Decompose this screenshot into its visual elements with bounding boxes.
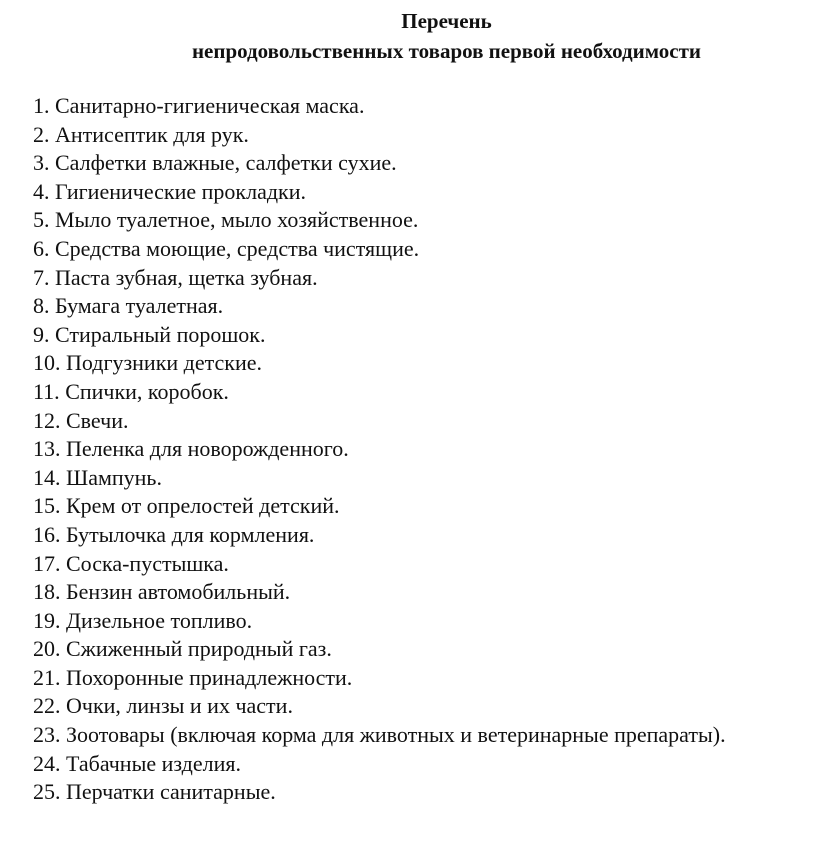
document-subtitle: непродовольственных товаров первой необходимости [191, 39, 702, 63]
list-item-number: 20. [33, 636, 61, 662]
list-item [33, 435, 726, 464]
list-item [33, 464, 726, 493]
list-item-text: Средства моющие, средства чистящие. [55, 235, 420, 261]
list-item-number: 11. [33, 378, 60, 404]
list-item-number: 5. [33, 207, 50, 233]
list-item-number: 16. [33, 521, 61, 547]
list-item [33, 550, 726, 579]
list-item [33, 521, 726, 550]
list-item [33, 607, 726, 636]
list-item [33, 750, 726, 779]
list-item-text: Пеленка для новорожденного. [66, 436, 349, 462]
list-item-number: 12. [33, 407, 61, 433]
list-item-number: 13. [33, 436, 61, 462]
list-item [33, 121, 726, 150]
list-item-text: Крем от опрелостей детский. [66, 493, 340, 519]
list-item-text: Спички, коробок. [65, 378, 229, 404]
list-item [33, 492, 726, 521]
list-item-number: 6. [33, 235, 50, 261]
list-item [33, 149, 726, 178]
list-item-text: Санитарно-гигиеническая маска. [55, 93, 365, 118]
list-item-text: Гигиенические прокладки. [55, 178, 306, 204]
list-item-text: Соска-пустышка. [66, 550, 229, 576]
list-item-number: 8. [33, 293, 50, 319]
list-item-text: Бензин автомобильный. [66, 579, 291, 605]
list-item-text: Табачные изделия. [66, 750, 242, 776]
list-item [33, 692, 726, 721]
list-item-number: 24. [33, 750, 61, 776]
list-item [33, 378, 726, 407]
list-item-text: Бутылочка для кормления. [66, 521, 315, 547]
list-item [33, 235, 726, 264]
list-item-text: Шампунь. [66, 464, 162, 490]
list-item-number: 9. [33, 321, 50, 347]
list-item-text: Сжиженный природный газ. [66, 636, 332, 662]
list-item-number: 25. [33, 779, 61, 805]
list-item [33, 778, 726, 807]
list-item-number: 1. [33, 93, 50, 118]
list-item-text: Мыло туалетное, мыло хозяйственное. [55, 207, 419, 233]
list-item-text: Дизельное топливо. [66, 607, 253, 633]
list-item-number: 10. [33, 350, 61, 376]
list-item-number: 14. [33, 464, 61, 490]
list-item-number: 21. [33, 664, 61, 690]
list-item [33, 321, 726, 350]
list-item-number: 19. [33, 607, 61, 633]
list-item-number: 17. [33, 550, 61, 576]
list-item-text: Стиральный порошок. [55, 321, 266, 347]
list-item [33, 407, 726, 436]
list-item [33, 721, 726, 750]
list-item [33, 264, 726, 293]
list-item-text: Свечи. [66, 407, 129, 433]
list-item [33, 349, 726, 378]
list-item-number: 2. [33, 121, 50, 147]
list-item-number: 23. [33, 722, 61, 748]
list-item-text: Перчатки санитарные. [66, 779, 276, 805]
list-item [33, 206, 726, 235]
list-item-text: Салфетки влажные, салфетки сухие. [55, 150, 397, 176]
list-item-text: Антисептик для рук. [55, 121, 249, 147]
list-item-text: Паста зубная, щетка зубная. [55, 264, 318, 290]
list-item-number: 15. [33, 493, 61, 519]
list-item [33, 664, 726, 693]
list-item [33, 92, 726, 121]
goods-list [33, 92, 726, 807]
list-item-text: Подгузники детские. [66, 350, 263, 376]
list-item-text: Бумага туалетная. [55, 293, 224, 319]
list-item-text: Очки, линзы и их части. [66, 693, 293, 719]
list-item [33, 635, 726, 664]
list-item [33, 178, 726, 207]
list-item-number: 18. [33, 579, 61, 605]
list-item-number: 22. [33, 693, 61, 719]
list-item-text: Зоотовары (включая корма для животных и ветеринарные препараты). [66, 722, 726, 748]
list-item-number: 7. [33, 264, 50, 290]
list-item-number: 3. [33, 150, 50, 176]
list-item-text: Похоронные принадлежности. [66, 664, 353, 690]
list-item-number: 4. [33, 178, 50, 204]
list-item [33, 292, 726, 321]
list-item [33, 578, 726, 607]
document-title: Перечень [401, 9, 492, 33]
